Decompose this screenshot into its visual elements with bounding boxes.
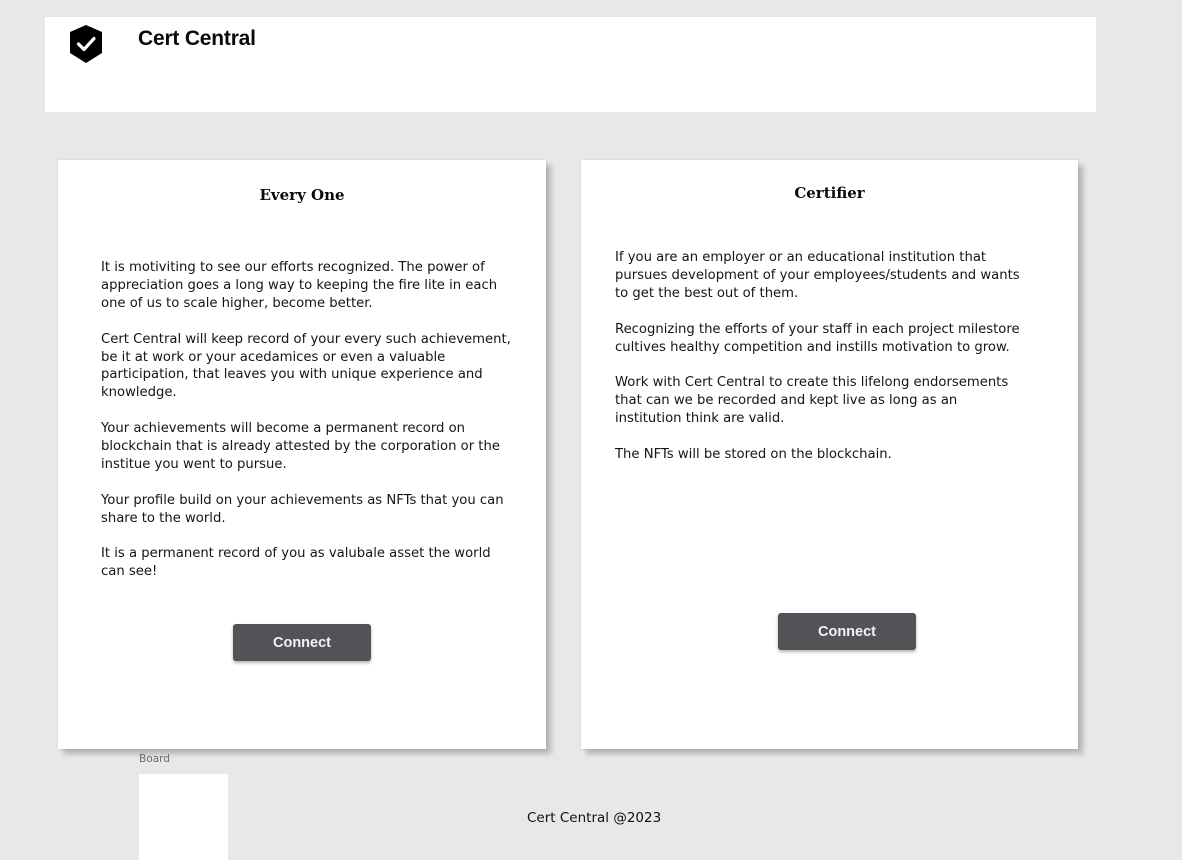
- card-paragraph: It is motiviting to see our efforts recognized. The power of appreciation goes a long way to keeping the fire lite in each one of us to scale higher, become better.: [101, 260, 498, 311]
- board-panel: [139, 774, 228, 860]
- every-one-connect-button[interactable]: Connect: [233, 624, 371, 661]
- card-paragraph: Cert Central will keep record of your every such achievement, be it at work or your acedamices or even a valuable participation, that leaves you with unique experience and knowledge.: [101, 331, 511, 401]
- card-paragraph: It is a permanent record of you as valubale asset the world can see!: [101, 546, 491, 580]
- card-title: Certifier: [794, 184, 865, 202]
- app-title: Cert Central: [138, 27, 256, 50]
- footer-copyright: Cert Central @2023: [527, 810, 662, 826]
- card-paragraph: If you are an employer or an educational institution that pursues development of your employees/students and wants to get the best out of them.: [615, 250, 1020, 301]
- header: [45, 17, 1096, 112]
- card-paragraph: Work with Cert Central to create this lifelong endorsements that can we be recorded and kept live as long as an institution think are valid.: [615, 375, 1009, 427]
- card-title: Every One: [259, 186, 345, 204]
- every-one-card: [58, 160, 546, 749]
- card-description: [615, 249, 1025, 482]
- card-paragraph: The NFTs will be stored on the blockchain.: [615, 446, 892, 462]
- card-paragraph: Your achievements will become a permanent record on blockchain that is already attested by the corporation or the institue you went to pursue.: [101, 421, 500, 472]
- card-paragraph: Recognizing the efforts of your staff in each project milestore cultives healthy competition and instills motivation to grow.: [615, 321, 1020, 355]
- shield-check-icon: [68, 24, 104, 64]
- board-label: Board: [139, 753, 170, 765]
- card-description: [101, 259, 511, 599]
- card-paragraph: Your profile build on your achievements as NFTs that you can share to the world.: [101, 492, 504, 526]
- certifier-card: [581, 160, 1078, 749]
- certifier-connect-button[interactable]: Connect: [778, 613, 916, 650]
